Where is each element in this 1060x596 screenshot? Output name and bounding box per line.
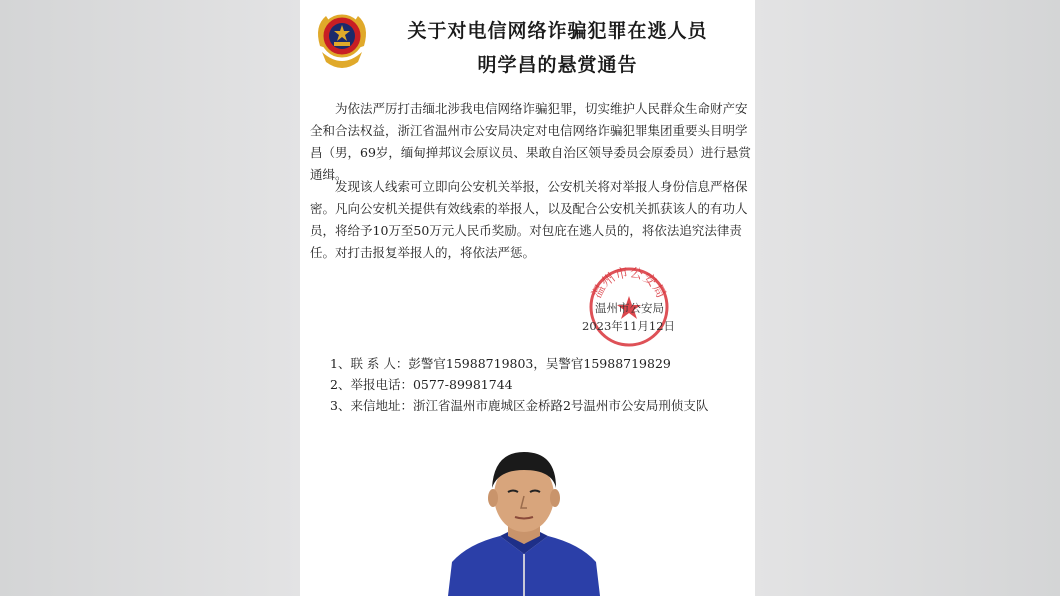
issue-date: 2023年11月12日 — [582, 319, 676, 333]
mail-address: 3、来信地址：浙江省温州市鹿城区金桥路2号温州市公安局刑侦支队 — [330, 398, 709, 413]
report-phone: 2、举报电话：0577-89981744 — [330, 377, 513, 392]
police-emblem-icon — [308, 6, 376, 74]
notice-title-line1: 关于对电信网络诈骗犯罪在逃人员 — [407, 20, 708, 42]
svg-text:温州市公安局 — [590, 266, 669, 301]
notice-paragraph-2: 发现该人线索可立即向公安机关举报，公安机关将对举报人身份信息严格保密。凡向公安机关提供有效线索的举报人，以及配合公安机关抓获该人的有功人员，将给予10万至50万元人民币奖励。对包庇在逃人员的，将依法追究法律责任。对打击报复举报人的，将依法严惩。 — [310, 179, 748, 260]
notice-document — [300, 0, 755, 596]
notice-title-line2: 明学昌的悬赏通告 — [477, 54, 638, 76]
contact-persons: 1、联 系 人：彭警官15988719803，吴警官15988719829 — [330, 356, 671, 371]
seal-text: 温州市公安局 — [589, 265, 669, 301]
right-blur-panel — [755, 0, 1060, 596]
notice-paragraph-1: 为依法严厉打击缅北涉我电信网络诈骗犯罪，切实维护人民群众生命财产安全和合法权益，浙江省温州市公安局决定对电信网络诈骗犯罪集团重要头目明学昌（男，69岁，缅甸掸邦议会原议员、果敢自治区领导委员会原委员）进行悬赏通缉。 — [310, 101, 751, 182]
suspect-photo — [448, 444, 600, 596]
left-blur-panel — [0, 0, 300, 596]
issuer-name: 温州市公安局 — [595, 301, 664, 315]
